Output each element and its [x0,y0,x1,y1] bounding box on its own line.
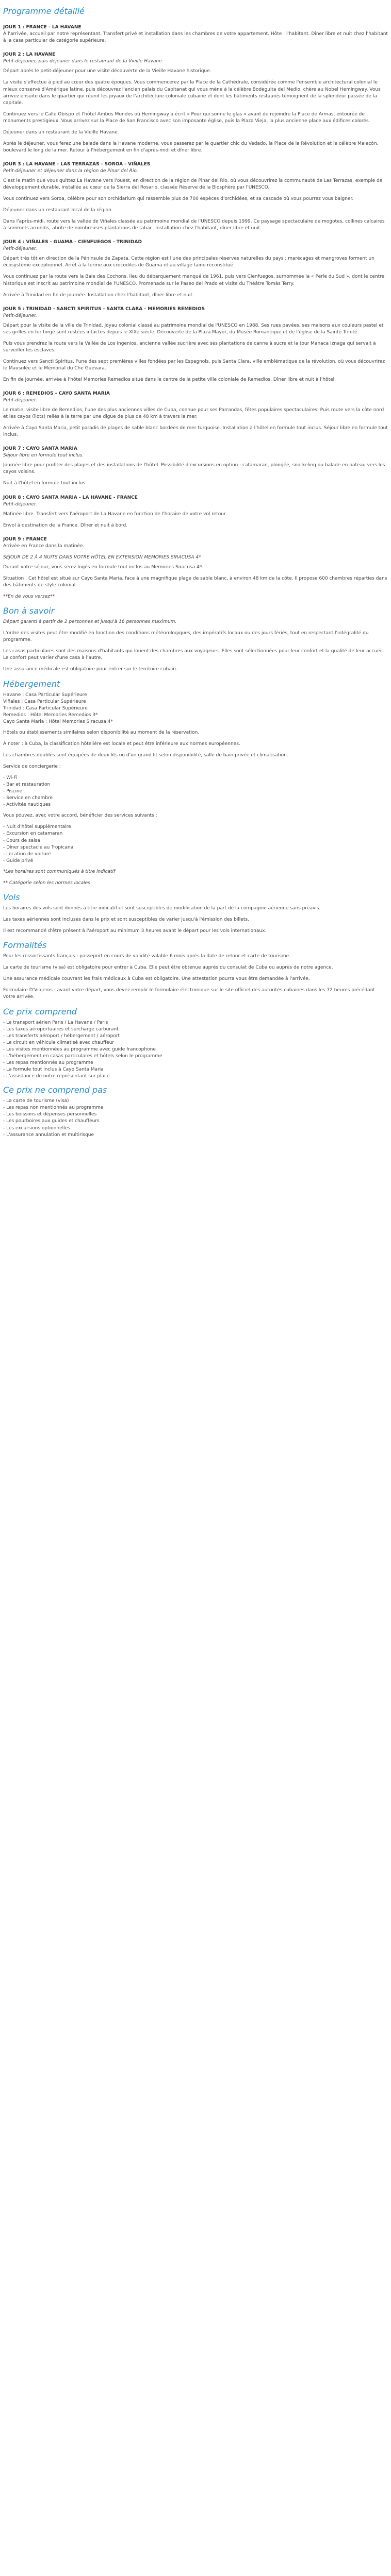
day-paragraph: Continuez vers Sancti Spiritus, l'une des sept premières villes fondées par les Espagnols, puis Santa Clara, ville emblématique de la révolution, où vous découvrirez le Mausolée et le Mémorial du Che Guevara. [3,359,385,371]
day-paragraph: Après le déjeuner, vous ferez une balade dans la Havane moderne, vous passerez par le quartier chic du Vedado, la Place de la Révolution et le célèbre Malecón, boulevard le long de la mer. Retour à l'hébergement en fin d'après-midi et dîner libre. [3,141,379,153]
ne-prix-item: - La carte de tourisme (visa) [3,1098,69,1104]
day-paragraph: Départ pour la visite de la ville de Trinidad, joyau colonial classé au patrimoine mondial de l'UNESCO en 1988. Ses rues pavées, ses maisons aux couleurs pastel et ses grilles en fer forgé sont restées intactes depuis le XIXe siècle. Découverte de la Plaza Mayor, du Musée Romantique et de l'église de la Sainte Trinité. [3,323,384,335]
day-block [3,306,388,383]
aero-note: *Les horaires sont communiqués à titre indicatif [3,869,116,874]
day-paragraph: Arrivée à Trinidad en fin de journée. Installation chez l'habitant, dîner libre et nuit. [3,292,194,298]
services-list [3,824,388,864]
option-paragraph: Durant votre séjour, vous serez logés en formule tout inclus au Memories Siracusa 4*. [3,564,204,570]
service-paragraph: Service de conciergerie : [3,764,61,770]
day-paragraph: Le matin, visite libre de Remedios, l'une des plus anciennes villes de Cuba, connue pour ses Parrandas, fêtes populaires spectaculaires. Puis route vers la côte nord et les cayos (îlots) reliés à la terre par une digue de plus de 48 km à travers la mer. [3,408,384,420]
day-heading: JOUR 1 : FRANCE - LA HAVANE [3,25,82,30]
ne-prix-item: - L'assurance annulation et multirisque [3,1132,94,1138]
day-paragraph: À l'arrivée, accueil par notre représentant. Transfert privé et installation dans les chambres de votre appartement. Hôte : l'habitant. Dîner libre et nuit chez l'habitant à la casa particular de catégorie supérieure. [3,31,388,44]
day-paragraph: Dans l'après-midi, route vers la vallée de Viñales classée au patrimoine mondial de l'UNESCO depuis 1999. Ce paysage spectaculaire de mogotes, collines calcaires à sommets arrondis, abrite de nombreuses plantations de tabac. Installation chez l'habitant, dîner libre et nuit. [3,219,385,231]
day-block [3,52,388,154]
services-item: - Excursion en catamaran [3,831,63,837]
day-paragraph: Matinée libre. Transfert vers l'aéroport de La Havane en fonction de l'horaire de votre vol retour. [3,511,227,517]
day-block [3,495,388,529]
hebergement-title: Hébergement [3,679,60,689]
day-heading: JOUR 3 : LA HAVANE - LAS TERRAZAS - SOROA - VIÑALES [3,161,151,167]
service-paragraph: Les chambres doubles sont équipées de deux lits ou d'un grand lit selon disponibilité, salle de bain privée et climatisation. [3,753,288,758]
page [0,0,391,1153]
formalites-section [3,953,388,1001]
day-paragraph: Continuez vers le Calle Obispo et l'hôtel Ambos Mundos où Hemingway a écrit « Pour qui sonne le glas » avant de rejoindre la Place de Armas, entourée de monuments prestigieux. Vous arrivez sur la Place de San Francisco avec son imposante église, puis la Plaza Vieja, la plus ancienne place aux édifices colorés. [3,111,370,124]
bon-a-savoir-title: Bon à savoir [3,606,55,616]
formalites-paragraph: La carte de tourisme (visa) est obligatoire pour entrer à Cuba. Elle peut être obtenue auprès du consulat de Cuba ou auprès de notre agence. [3,965,333,971]
day-block [3,161,388,232]
day-heading: JOUR 8 : CAYO SANTA MARIA - LA HAVANE - FRANCE [3,495,138,500]
day-paragraph: Envol à destination de la France. Dîner et nuit à bord. [3,522,128,528]
day-paragraph: Journée libre pour profiter des plages et des installations de l'hôtel. Possibilité d'excursions en option : catamaran, plongée, snorkeling ou balade en bateau vers les cayos voisins. [3,463,385,475]
ce-prix-item: - Les transferts aéroport / hébergement / aéroport [3,1033,120,1039]
bon-a-savoir-subtitle: Départ garanti à partir de 2 personnes et jusqu'à 16 personnes maximum. [3,619,177,625]
formalites-paragraph: Une assurance médicale couvrant les frais médicaux à Cuba est obligatoire. Une attestation pourra vous être demandée à l'arrivée. [3,976,310,982]
hebergement-notes [3,730,388,748]
day-paragraph: Déjeuner dans un restaurant local de la région. [3,208,113,213]
day-meals: Petit-déjeuner. [3,246,37,252]
day-meals: Petit-déjeuner, puis déjeuner dans le restaurant de la Vieille Havane. [3,59,164,64]
day-heading: JOUR 9 : FRANCE [3,536,47,542]
hebergement-item: Viñales : Casa Particular Supérieure [3,699,86,704]
bon-paragraph: L'ordre des visites peut être modifié en fonction des conditions météorologiques, des impératifs locaux ou des jours fériés, tout en respectant l'intégralité du programme. [3,631,369,643]
day-heading: JOUR 6 : REMEDIOS - CAYO SANTA MARIA [3,391,110,397]
formalites-paragraph: Formulaire D'Viajeros : avant votre départ, vous devez remplir le formulaire électronique sur le site officiel des autorités cubaines dans les 72 heures précédant votre arrivée. [3,988,375,1000]
ne-prix-title: Ce prix ne comprend pas [3,1085,107,1095]
ce-prix-item: - L'hébergement en casas particulares et hôtels selon le programme [3,1053,162,1059]
ce-prix-item: - Les repas mentionnés au programme [3,1060,93,1065]
ce-prix-title: Ce prix comprend [3,1006,77,1016]
itinerary [3,24,388,550]
day-heading: JOUR 2 : LA HAVANE [3,52,56,58]
day-paragraph: Départ très tôt en direction de la Péninsule de Zapata. Cette région est l'une des principales réserves naturelles du pays ; marécages et mangroves forment un écosystème exceptionnel. Arrêt à la ferme aux crocodiles de Guama et au village taïno reconstitué. [3,256,374,268]
service-item: - Bar et restauration [3,782,51,788]
day-paragraph: Arrivée à Cayo Santa Maria, petit paradis de plages de sable blanc bordées de mer turquoise. Installation à l'hôtel en formule tout inclus. Séjour libre en formule tout inclus. [3,426,388,438]
formalites-title: Formalités [3,940,47,951]
day-paragraph: C'est le matin que vous quittez La Havane vers l'ouest, en direction de la région de Pinar del Rio, où vous découvrirez la communauté de Las Terrazas, exemple de développement durable, installée au cœur de la Sierra del Rosario, classée Réserve de la Biosphère par l'UNESCO. [3,178,383,191]
ne-prix-item: - Les repas non mentionnés au programme [3,1105,104,1111]
day-paragraph: Déjeuner dans un restaurant de la Vieille Havane. [3,129,119,135]
aero-sub: ** Catégorie selon les normes locales [3,880,90,886]
services-item: - Nuit d'hôtel supplémentaire [3,824,71,830]
ce-prix-item: - Les taxes aéroportuaires et surcharge carburant [3,1026,119,1032]
ne-prix-list [3,1098,388,1138]
page-title: Programme détaillé [3,6,85,16]
hebergement-item: Remedios : Hôtel Memories Remedios 3* [3,712,98,718]
ce-prix-list [3,1020,388,1080]
day-heading: JOUR 5 : TRINIDAD - SANCTI SPIRITUS - SANTA CLARA - MEMORIES REMEDIOS [3,306,205,312]
day-heading: JOUR 4 : VIÑALES - GUAMA - CIENFUEGOS - TRINIDAD [3,240,142,245]
services-item: - Cours de salsa [3,838,40,843]
vols-section [3,905,388,935]
option-paragraph: Situation : Cet hôtel est situé sur Cayo Santa Maria, face à une magnifique plage de sable blanc, à environ 48 km de la côte. Il propose 600 chambres réparties dans des bâtiments de style colonial. [3,575,387,588]
formalites-paragraph: Pour les ressortissants français : passeport en cours de validité valable 6 mois après la date de retour et carte de tourisme. [3,954,290,959]
day-meals: Séjour libre en formule tout inclus. [3,453,84,459]
services-item: - Dîner spectacle au Tropicana [3,844,74,850]
ce-prix-item: - Le circuit en véhicule climatisé avec chauffeur [3,1040,115,1045]
hebergement-paragraph: Hôtels ou établissements similaires selon disponibilité au moment de la réservation. [3,730,200,735]
vols-paragraph: Il est recommandé d'être présent à l'aéroport au minimum 3 heures avant le départ pour les vols internationaux. [3,928,267,934]
vols-title: Vols [3,892,20,902]
day-meals: Petit-déjeuner et déjeuner dans la région de Pinar del Rio. [3,168,138,174]
hebergement-item: Trinidad : Casa Particular Supérieure [3,705,88,711]
hebergement-list [3,692,388,725]
service-item: - Wi-Fi [3,775,18,781]
hebergement-item: Cayo Santa Maria : Hôtel Memories Siracusa 4* [3,719,113,724]
ce-prix-item: - Le transport aérien Paris / La Havane / Paris [3,1020,108,1025]
services-item: - Guide privé [3,858,34,863]
bon-paragraph: Les casas particulares sont des maisons d'habitants qui louent des chambres aux voyageurs. Elles sont sélectionnées pour leur confort et la qualité de leur accueil. Le confort peut varier d'une casa à l'autre. [3,649,384,661]
vols-paragraph: Les horaires des vols sont donnés à titre indicatif et sont susceptibles de modification de la part de la compagnie aérienne sans préavis. [3,905,321,911]
ce-prix-item: - Les visites mentionnées au programme avec guide francophone [3,1046,156,1052]
services-note: Vous pouvez, avec votre accord, bénéficier des services suivants : [3,813,157,819]
hebergement-item: Havane : Casa Particular Supérieure [3,692,87,698]
day-paragraph: En fin de journée, arrivée à l'hôtel Memories Remedios situé dans le centre de la petite ville coloniale de Remedios. Dîner libre et nuit à l'hôtel. [3,377,336,382]
ce-prix-item: - La formule tout inclus à Cayo Santa Maria [3,1067,104,1073]
ne-prix-item: - Les excursions optionnelles [3,1125,70,1131]
day-block [3,536,388,550]
day-paragraph: Puis vous prendrez la route vers la Vallée de Los Ingenios, ancienne vallée sucrière avec ses plantations de canne à sucre et la tour Manaca Iznaga qui servait à surveiller les esclaves. [3,341,376,353]
day-meals: Petit-déjeuner. [3,398,37,403]
day-meals: Petit-déjeuner. [3,501,37,507]
extra-note: **En de vous versez** [3,594,55,599]
day-heading: JOUR 7 : CAYO SANTA MARIA [3,446,77,452]
services-item: - Location de voiture [3,851,51,857]
bon-paragraph: Une assurance médicale est obligatoire pour entrer sur le territoire cubain. [3,667,177,672]
day-block [3,391,388,438]
bon-a-savoir-section [3,630,388,673]
service-notes [3,752,388,770]
hebergement-paragraph: À noter : à Cuba, la classification hôtelière est locale et peut être inférieure aux normes européennes. [3,741,240,747]
day-paragraph: Vous continuez vers Soroa, célèbre pour son orchidarium qui rassemble plus de 700 espèces d'orchidées, et sa cascade où vous pourrez vous baigner. [3,196,354,202]
ne-prix-item: - Les pourboires aux guides et chauffeurs [3,1118,100,1124]
ne-prix-item: - Les boissons et dépenses personnelles [3,1112,97,1117]
day-paragraph: La visite s'effectue à pied au cœur des quatre époques. Vous commencerez par la Place de la Cathédrale, considérée comme l'ensemble architectural colonial le mieux conservé d'Amérique latine, puis découvrez l'ancien palais du Capitanat qui vous mène à la célèbre Bodeguita del Medio, chère au Nobel Hemingway. Vous arrivez ensuite dans le quartier qui réunit les joyaux de l'architecture coloniale cubaine et dont les bâtiments restaurés témoignent de la splendeur passée de la capitale. [3,80,381,106]
service-list [3,775,388,808]
service-item: - Activités nautiques [3,802,51,808]
day-meals: Petit-déjeuner. [3,313,37,318]
day-block [3,24,388,44]
day-paragraph: Vous continuez par la route vers la Baie des Cochons, lieu du débarquement manqué de 1961, puis vers Cienfuegos, surnommée la « Perle du Sud », dont le centre historique est inscrit au patrimoine mondial de l'UNESCO. Promenade sur le Paseo del Prado et visite du Théâtre Tomás Terry. [3,274,385,286]
day-block [3,239,388,298]
ce-prix-item: - L'assistance de notre représentant sur place [3,1074,110,1079]
option-heading: SÉJOUR DE 2 À 4 NUITS DANS VOTRE HÔTEL EN EXTENSION MEMORIES SIRACUSA 4* [3,554,201,560]
option-section [3,564,388,589]
vols-paragraph: Les taxes aériennes sont incluses dans le prix et sont susceptibles de varier jusqu'à l'émission des billets. [3,917,249,923]
service-item: - Service en chambre [3,795,53,801]
service-item: - Piscine [3,789,23,794]
day-paragraph: Arrivée en France dans la matinée. [3,543,85,549]
day-block [3,446,388,487]
day-paragraph: Départ après le petit-déjeuner pour une visite découverte de la Vieille Havane historique. [3,69,211,74]
day-paragraph: Nuit à l'hôtel en formule tout inclus. [3,481,87,486]
